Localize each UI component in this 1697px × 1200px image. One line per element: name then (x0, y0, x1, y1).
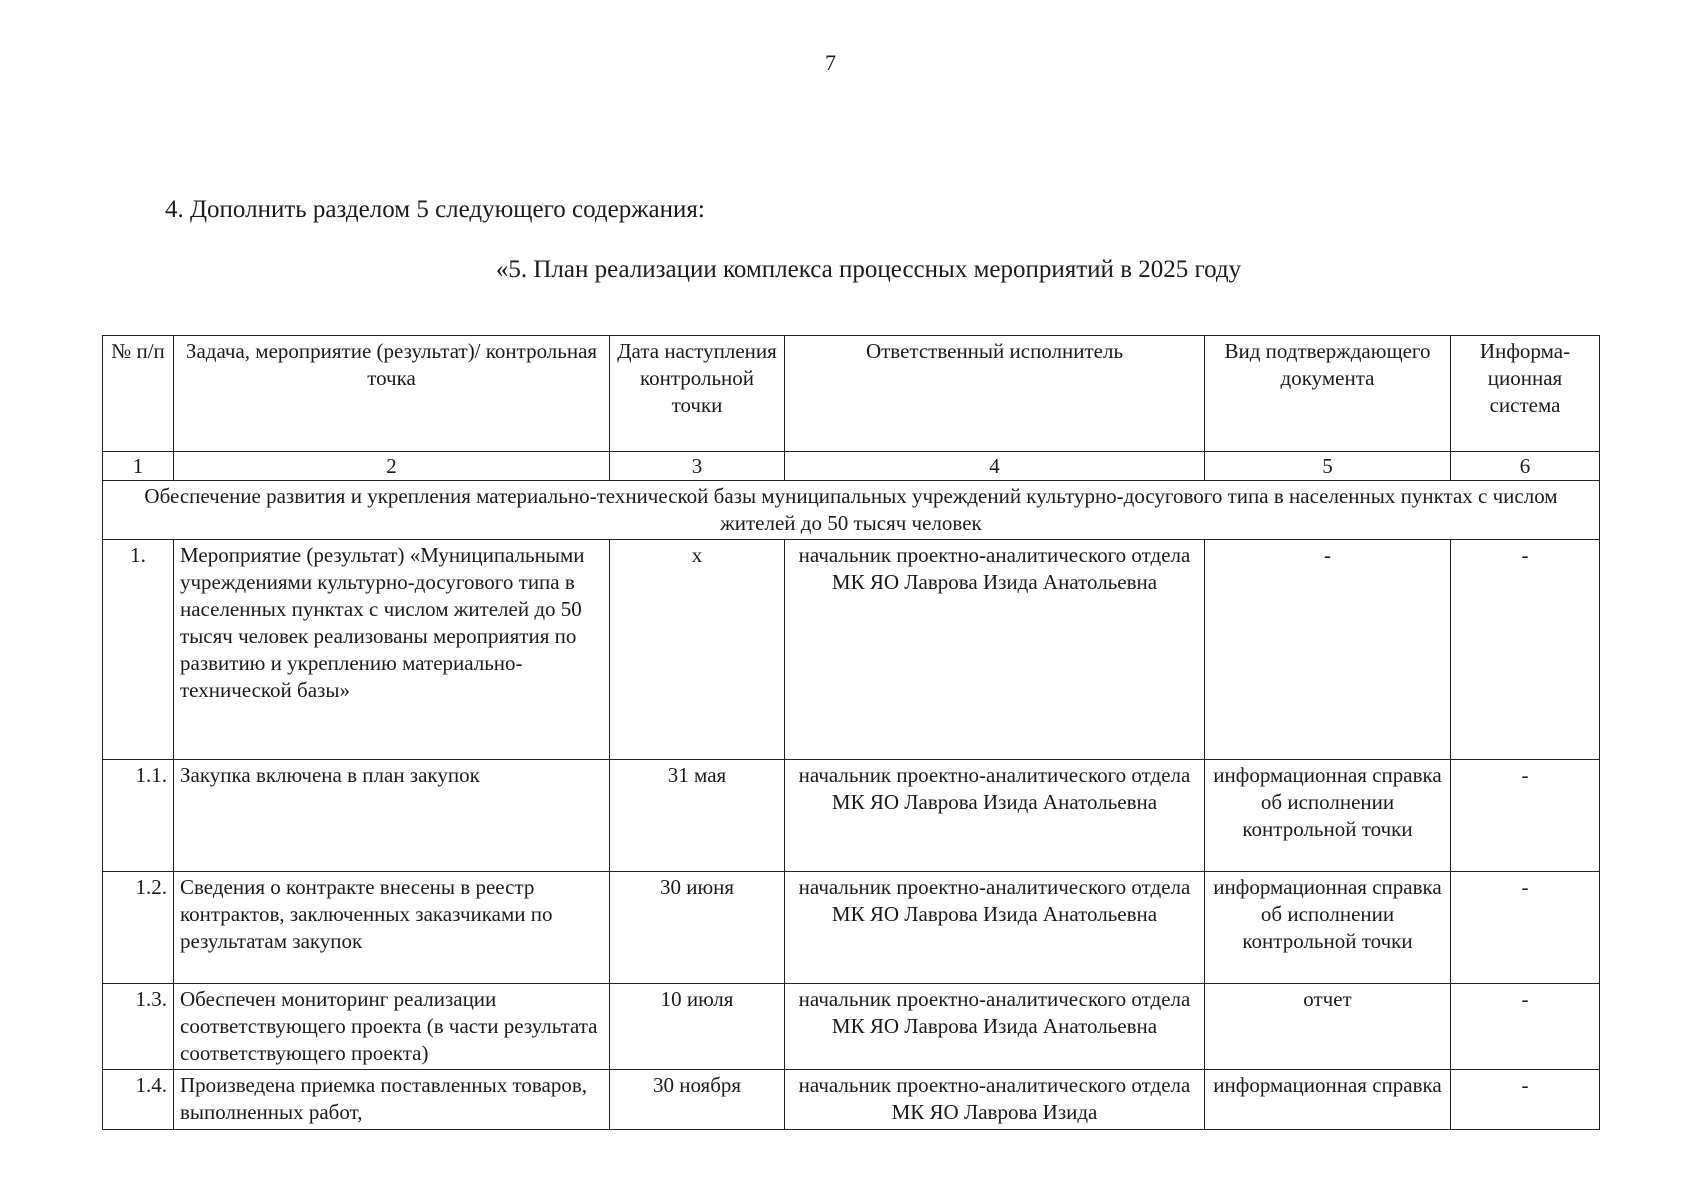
section-heading-row (103, 481, 1600, 540)
table-row (103, 1070, 1600, 1130)
row-document: информационная справка (1205, 1070, 1451, 1130)
header-task: Задача, мероприятие (результат)/ контрольная точка (174, 336, 610, 452)
row-responsible: начальник проектно-аналитического отдела МК ЯО Лаврова Изида Анатольевна (785, 760, 1205, 872)
row-system: - (1451, 760, 1600, 872)
row-system: - (1451, 872, 1600, 984)
intro-text: 4. Дополнить разделом 5 следующего содержания: (165, 196, 705, 223)
header-number: № п/п (103, 336, 174, 452)
column-number: 2 (174, 452, 610, 481)
column-number: 5 (1205, 452, 1451, 481)
column-number: 6 (1451, 452, 1600, 481)
row-task: Обеспечен мониторинг реализации соответствующего проекта (в части результата соответствующего проекта) (174, 984, 610, 1070)
row-document: отчет (1205, 984, 1451, 1070)
row-date: 10 июля (610, 984, 785, 1070)
row-task: Закупка включена в план закупок (174, 760, 610, 872)
header-date: Дата наступления контрольной точки (610, 336, 785, 452)
row-document: - (1205, 540, 1451, 760)
row-task: Сведения о контракте внесены в реестр контрактов, заключенных заказчиками по результатам закупок (174, 872, 610, 984)
row-number: 1.2. (103, 872, 174, 984)
row-system: - (1451, 1070, 1600, 1130)
row-responsible: начальник проектно-аналитического отдела МК ЯО Лаврова Изида Анатольевна (785, 984, 1205, 1070)
row-number: 1.4. (103, 1070, 174, 1130)
page-number: 7 (825, 50, 836, 75)
plan-table (102, 335, 1600, 1130)
row-number: 1. (103, 540, 174, 760)
row-document: информационная справка об исполнении контрольной точки (1205, 760, 1451, 872)
row-number: 1.1. (103, 760, 174, 872)
header-document: Вид подтверждающего документа (1205, 336, 1451, 452)
table-row (103, 760, 1600, 872)
row-number: 1.3. (103, 984, 174, 1070)
row-responsible: начальник проектно-аналитического отдела МК ЯО Лаврова Изида Анатольевна (785, 540, 1205, 760)
row-system: - (1451, 540, 1600, 760)
table-header-row (103, 336, 1600, 452)
row-date: 30 ноября (610, 1070, 785, 1130)
row-document: информационная справка об исполнении контрольной точки (1205, 872, 1451, 984)
row-task: Произведена приемка поставленных товаров, выполненных работ, (174, 1070, 610, 1130)
column-number: 1 (103, 452, 174, 481)
section-title: «5. План реализации комплекса процессных мероприятий в 2025 году (495, 256, 1242, 283)
table-row (103, 984, 1600, 1070)
section-heading: Обеспечение развития и укрепления материально-технической базы муниципальных учреждений культурно-досугового типа в населенных пунктах с числом жителей до 50 тысяч человек (103, 481, 1600, 540)
header-system: Информа-ционная система (1451, 336, 1600, 452)
column-number-row (103, 452, 1600, 481)
row-responsible: начальник проектно-аналитического отдела МК ЯО Лаврова Изида Анатольевна (785, 872, 1205, 984)
row-date: 30 июня (610, 872, 785, 984)
row-task: Мероприятие (результат) «Муниципальными учреждениями культурно-досугового типа в населенных пунктах с числом жителей до 50 тысяч человек реализованы мероприятия по развитию и укреплению материально-технической базы» (174, 540, 610, 760)
row-date: х (610, 540, 785, 760)
table-row (103, 872, 1600, 984)
column-number: 3 (610, 452, 785, 481)
row-date: 31 мая (610, 760, 785, 872)
header-responsible: Ответственный исполнитель (785, 336, 1205, 452)
row-system: - (1451, 984, 1600, 1070)
table-row (103, 540, 1600, 760)
column-number: 4 (785, 452, 1205, 481)
row-responsible: начальник проектно-аналитического отдела МК ЯО Лаврова Изида (785, 1070, 1205, 1130)
